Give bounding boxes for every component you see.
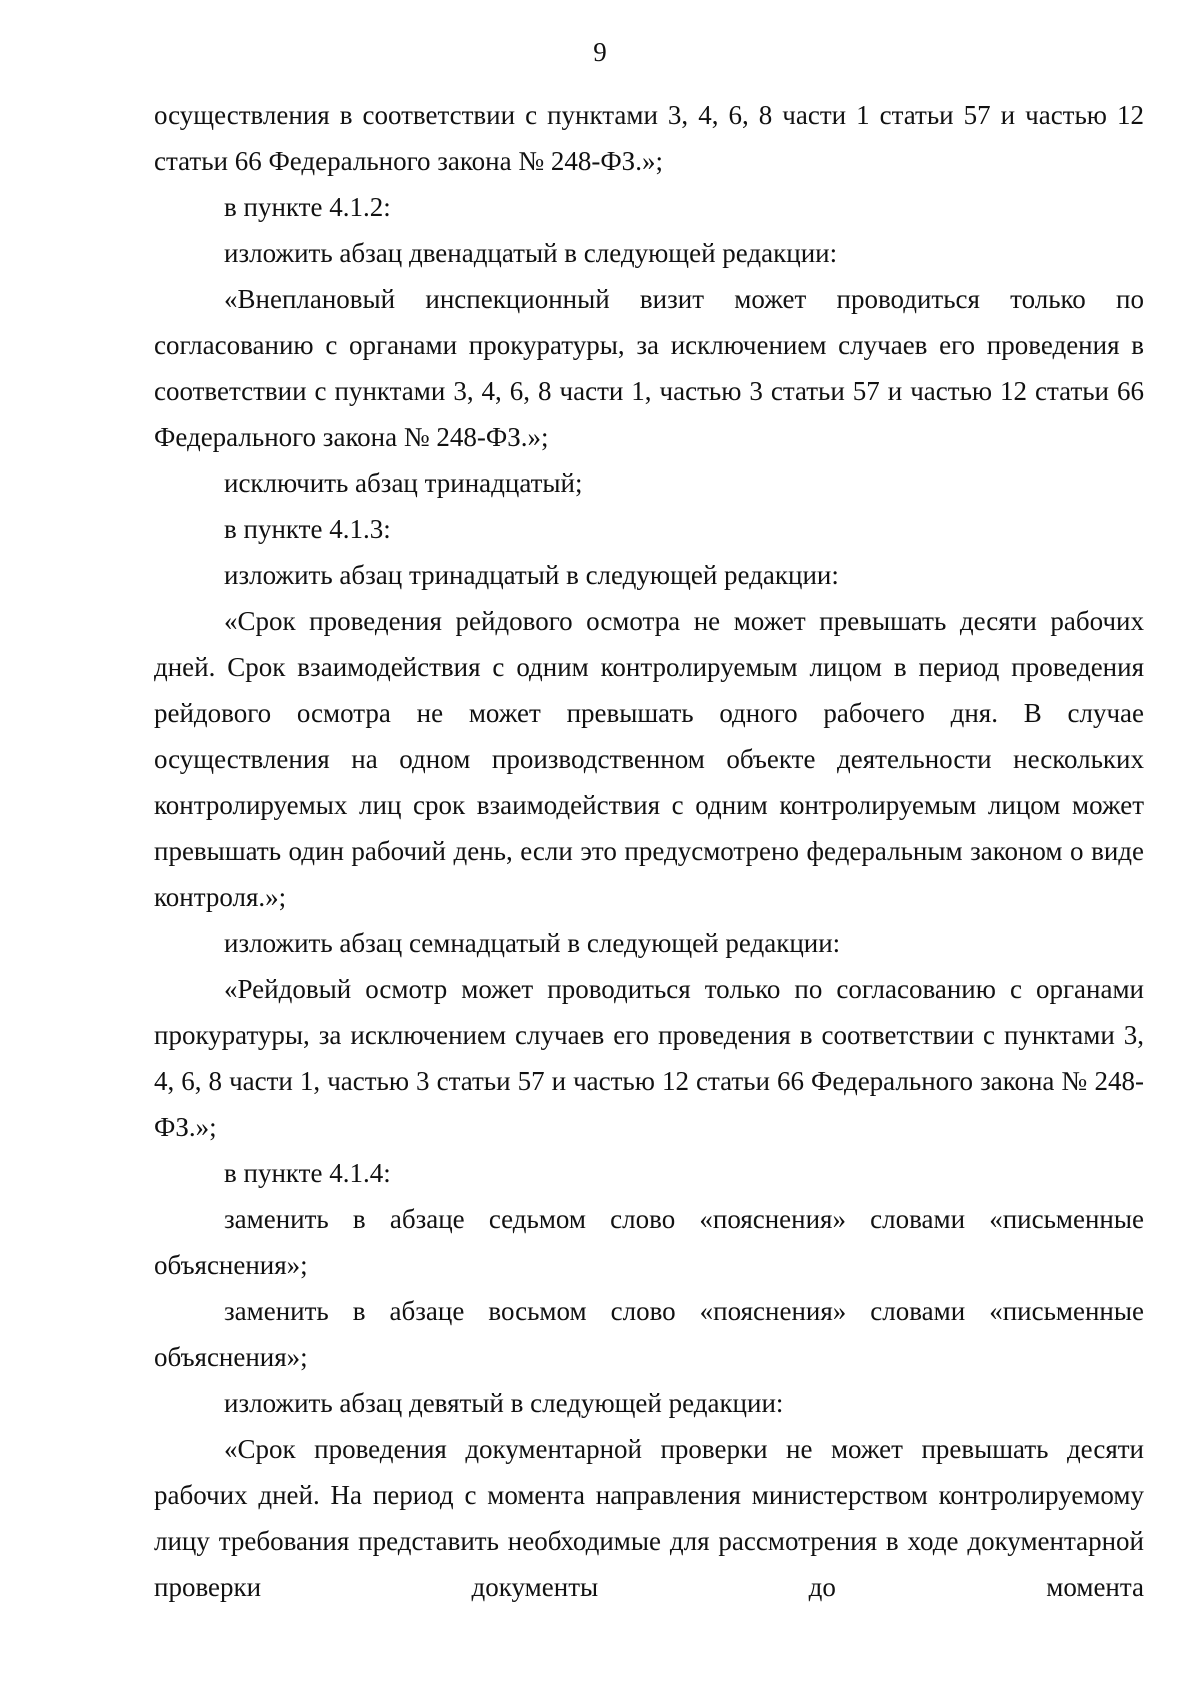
document-body [154,92,1144,1610]
paragraph-instruction: исключить абзац тринадцатый; [224,468,583,498]
paragraph-item-4-1-3: в пункте 4.1.3: [224,514,391,544]
paragraph-instruction: заменить в абзаце седьмом слово «пояснения» словами «письменные объяснения»; [154,1204,1144,1280]
paragraph-item-4-1-4: в пункте 4.1.4: [224,1158,391,1188]
paragraph-instruction: изложить абзац семнадцатый в следующей редакции: [224,928,841,958]
paragraph-instruction: заменить в абзаце восьмом слово «пояснения» словами «письменные объяснения»; [154,1296,1144,1372]
paragraph-continuation: осуществления в соответствии с пунктами 3, 4, 6, 8 части 1 статьи 57 и частью 12 статьи 66 Федерального закона № 248-ФЗ.»; [154,100,1144,176]
paragraph-instruction: изложить абзац девятый в следующей редакции: [224,1388,784,1418]
page-number: 9 [593,37,607,67]
paragraph-instruction: изложить абзац тринадцатый в следующей редакции: [224,560,839,590]
paragraph-instruction: изложить абзац двенадцатый в следующей редакции: [224,238,838,268]
paragraph-item-4-1-2: в пункте 4.1.2: [224,192,391,222]
paragraph-quote: «Срок проведения документарной проверки не может превышать десяти рабочих дней. На период с момента направления министерством контролируемому лицу требования представить необходимые для рассмотрения в ходе документарной проверки документы до момента [154,1434,1144,1602]
paragraph-quote: «Внеплановый инспекционный визит может проводиться только по согласованию с органами прокуратуры, за исключением случаев его проведения в соответствии с пунктами 3, 4, 6, 8 части 1, частью 3 статьи 57 и частью 12 статьи 66 Федерального закона № 248-ФЗ.»; [154,284,1144,452]
paragraph-quote: «Рейдовый осмотр может проводиться только по согласованию с органами прокуратуры, за исключением случаев его проведения в соответствии с пунктами 3, 4, 6, 8 части 1, частью 3 статьи 57 и частью 12 статьи 66 Федерального закона № 248-ФЗ.»; [154,974,1144,1142]
paragraph-quote: «Срок проведения рейдового осмотра не может превышать десяти рабочих дней. Срок взаимодействия с одним контролируемым лицом в период проведения рейдового осмотра не может превышать одного рабочего дня. В случае осуществления на одном производственном объекте деятельности нескольких контролируемых лиц срок взаимодействия с одним контролируемым лицом может превышать один рабочий день, если это предусмотрено федеральным законом о виде контроля.»; [154,606,1144,912]
